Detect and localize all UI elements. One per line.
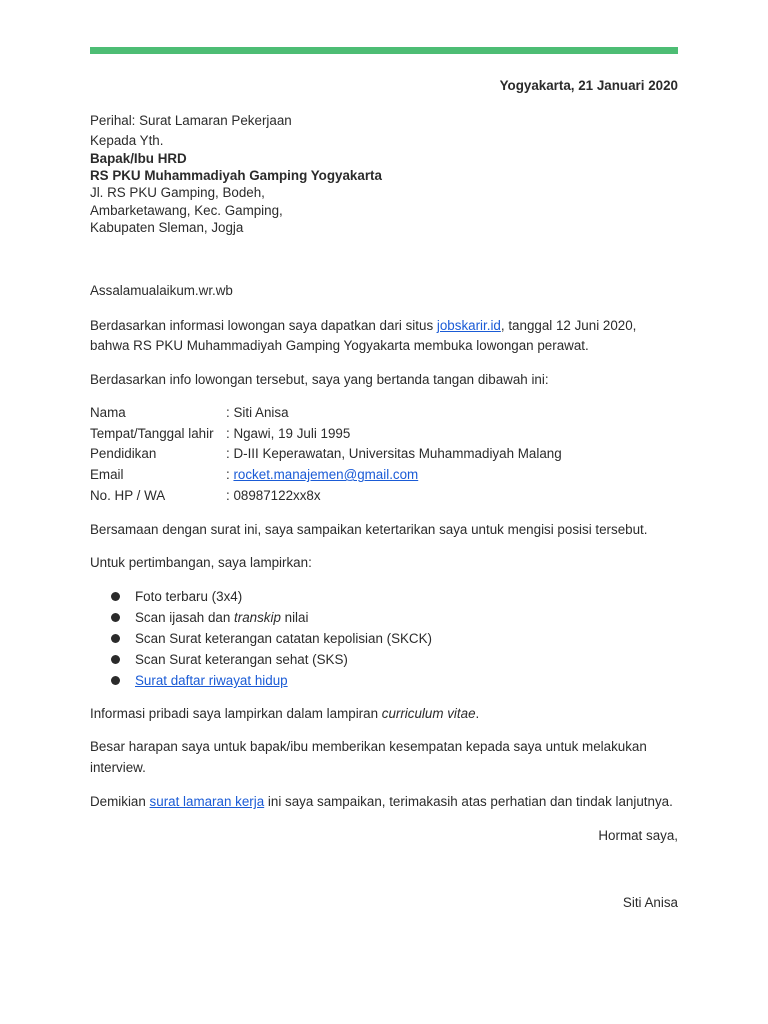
paragraph-1-text-before: Berdasarkan informasi lowongan saya dapatkan dari situs (90, 318, 437, 333)
bullet-icon (111, 676, 120, 685)
attachment-item: Foto terbaru (3x4) (135, 589, 243, 604)
detail-separator: : (226, 467, 234, 482)
signature-name: Siti Anisa (622, 895, 678, 910)
detail-value: : D-III Keperawatan, Universitas Muhammadiyah Malang (226, 446, 562, 461)
header-accent-bar (90, 47, 678, 54)
recipient-greeting: Kepada Yth. (90, 133, 164, 148)
recipient-address-line-1: Jl. RS PKU Gamping, Bodeh, (90, 185, 265, 200)
detail-row-birth (90, 424, 350, 444)
surat-lamaran-link[interactable]: surat lamaran kerja (149, 794, 265, 809)
letter-subject: Perihal: Surat Lamaran Pekerjaan (90, 113, 292, 128)
detail-key: Pendidikan (90, 446, 157, 461)
paragraph-5 (90, 704, 479, 724)
paragraph-3: Bersamaan dengan surat ini, saya sampaikan ketertarikan saya untuk mengisi posisi tersebut. (90, 522, 648, 537)
detail-row-education (90, 444, 562, 464)
bullet-icon (111, 613, 120, 622)
detail-row-email (90, 465, 418, 485)
recipient-address-line-2: Ambarketawang, Kec. Gamping, (90, 203, 283, 218)
email-link[interactable]: rocket.manajemen@gmail.com (233, 467, 419, 482)
recipient-name: Bapak/Ibu HRD (90, 151, 187, 166)
jobskarir-link[interactable]: jobskarir.id (436, 318, 501, 333)
detail-key: No. HP / WA (90, 488, 166, 503)
attachment-italic-text: transkip (234, 610, 281, 625)
detail-key: Nama (90, 405, 126, 420)
paragraph-7-text: Demikian (90, 794, 150, 809)
attachment-item: Scan Surat keterangan catatan kepolisian (SKCK) (135, 631, 432, 646)
cv-link[interactable]: Surat daftar riwayat hidup (135, 673, 288, 688)
paragraph-2: Berdasarkan info lowongan tersebut, saya yang bertanda tangan dibawah ini: (90, 372, 549, 387)
bullet-icon (111, 655, 120, 664)
attachment-text: nilai (280, 610, 309, 625)
detail-key: Email (90, 467, 124, 482)
paragraph-1-line-2: bahwa RS PKU Muhammadiyah Gamping Yogyakarta membuka lowongan perawat. (90, 338, 589, 353)
paragraph-7 (90, 792, 673, 812)
salutation: Assalamualaikum.wr.wb (90, 283, 233, 298)
bullet-icon (111, 592, 120, 601)
detail-value: : Siti Anisa (226, 405, 289, 420)
attachment-text: Scan ijasah dan (135, 610, 235, 625)
paragraph-5-italic-text: curriculum vitae (381, 706, 476, 721)
detail-value: : Ngawi, 19 Juli 1995 (226, 426, 351, 441)
paragraph-1-text-after: , tanggal 12 Juni 2020, (500, 318, 637, 333)
attachment-item (135, 608, 308, 628)
closing: Hormat saya, (598, 828, 678, 843)
recipient-address-line-3: Kabupaten Sleman, Jogja (90, 220, 244, 235)
attachment-item: Scan Surat keterangan sehat (SKS) (135, 652, 348, 667)
paragraph-4: Untuk pertimbangan, saya lampirkan: (90, 555, 312, 570)
recipient-organization: RS PKU Muhammadiyah Gamping Yogyakarta (90, 168, 382, 183)
paragraph-6-line-2: interview. (90, 760, 146, 775)
bullet-icon (111, 634, 120, 643)
paragraph-7-text-end: ini saya sampaikan, terimakasih atas perhatian dan tindak lanjutnya. (264, 794, 673, 809)
detail-row-name (90, 403, 289, 423)
detail-row-phone (90, 486, 321, 506)
paragraph-5-text-end: . (475, 706, 480, 721)
attachment-item (135, 671, 288, 691)
paragraph-5-text: Informasi pribadi saya lampirkan dalam lampiran (90, 706, 382, 721)
detail-key: Tempat/Tanggal lahir (90, 426, 214, 441)
paragraph-1-line-1 (90, 316, 636, 336)
paragraph-6-line-1: Besar harapan saya untuk bapak/ibu memberikan kesempatan kepada saya untuk melakukan (90, 739, 647, 754)
letter-date: Yogyakarta, 21 Januari 2020 (499, 78, 678, 93)
detail-value: : 08987122xx8x (226, 488, 321, 503)
